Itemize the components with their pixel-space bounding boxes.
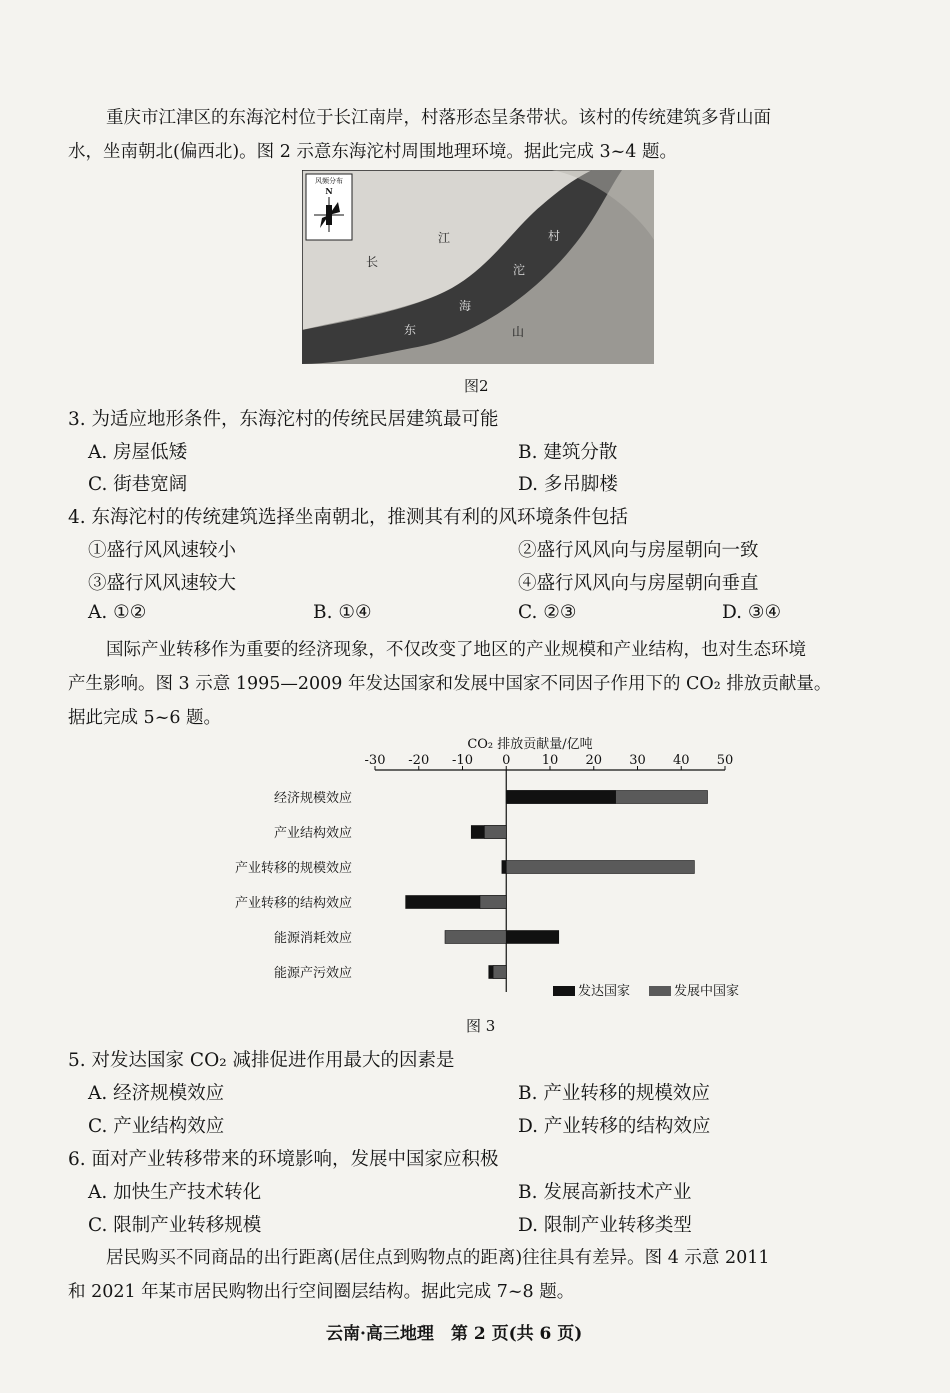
q4-option-b: B. ①④	[313, 602, 372, 623]
co2-bar-chart	[195, 730, 795, 1010]
x-tick-label-3: 0	[502, 753, 511, 768]
map-caption: 图2	[464, 377, 489, 395]
x-tick-label-0: -30	[364, 753, 386, 768]
x-tick-label-7: 40	[672, 753, 690, 768]
q5-option-c: C. 产业结构效应	[88, 1116, 225, 1137]
bar-developing-3	[480, 896, 506, 909]
q4-stem: 4. 东海沱村的传统建筑选择坐南朝北，推测其有利的风环境条件包括	[68, 507, 629, 528]
chart-caption: 图 3	[466, 1017, 496, 1035]
q4-option-c: C. ②③	[518, 602, 577, 623]
q6-option-b: B. 发展高新技术产业	[518, 1182, 692, 1203]
q6-option-d: D. 限制产业转移类型	[518, 1215, 692, 1236]
bar-developing-2	[506, 861, 694, 874]
q3-option-c: C. 街巷宽阔	[88, 474, 188, 495]
q4-statement-2: ②盛行风风向与房屋朝向一致	[518, 540, 759, 561]
intro3-line2: 和 2021 年某市居民购物出行空间圈层结构。据此完成 7~8 题。	[68, 1282, 575, 1302]
map-label-dong: 东	[404, 323, 417, 337]
intro2-line3: 据此完成 5~6 题。	[68, 708, 222, 728]
q3-stem: 3. 为适应地形条件，东海沱村的传统民居建筑最可能	[68, 409, 499, 430]
intro1-line2: 水，坐南朝北(偏西北)。图 2 示意东海沱村周围地理环境。据此完成 3~4 题。	[68, 142, 677, 162]
bar-developing-4	[445, 931, 506, 944]
x-tick-label-8: 50	[716, 753, 734, 768]
bar-developing-5	[493, 966, 506, 979]
q4-statement-4: ④盛行风风向与房屋朝向垂直	[518, 573, 759, 594]
map-figure	[302, 170, 654, 364]
map-label-chang: 长	[366, 255, 379, 269]
category-label-0: 经济规模效应	[273, 791, 352, 806]
intro1-line1: 重庆市江津区的东海沱村位于长江南岸，村落形态呈条带状。该村的传统建筑多背山面	[106, 108, 771, 128]
q4-statement-1: ①盛行风风速较小	[88, 540, 237, 561]
category-label-5: 能源产污效应	[273, 966, 352, 981]
x-tick-label-5: 20	[585, 753, 603, 768]
category-label-1: 产业结构效应	[273, 826, 352, 841]
category-label-2: 产业转移的规模效应	[234, 861, 352, 876]
map-label-shan: 山	[512, 325, 525, 339]
legend-label-developing: 发展中国家	[674, 984, 740, 999]
north-label: N	[325, 186, 333, 196]
page-footer: 云南·高三地理 第 2 页(共 6 页)	[326, 1324, 583, 1344]
category-label-3: 产业转移的结构效应	[234, 896, 352, 911]
x-tick-label-1: -20	[408, 753, 430, 768]
intro2-line2: 产生影响。图 3 示意 1995—2009 年发达国家和发展中国家不同因子作用下的 CO₂ 排放贡献量。	[68, 674, 832, 694]
legend-swatch-developed	[553, 986, 575, 996]
map-label-hai: 海	[459, 299, 472, 313]
legend-swatch-developing	[649, 986, 671, 996]
q5-stem: 5. 对发达国家 CO₂ 减排促进作用最大的因素是	[68, 1050, 455, 1071]
q5-option-d: D. 产业转移的结构效应	[518, 1116, 711, 1137]
bar-developed-0	[506, 791, 615, 804]
chart-title: CO₂ 排放贡献量/亿吨	[467, 737, 593, 752]
map-label-jiang: 江	[438, 231, 451, 245]
q6-option-c: C. 限制产业转移规模	[88, 1215, 262, 1236]
wind-rose-title: 风频分布	[315, 177, 343, 185]
map-label-cun: 村	[548, 229, 561, 243]
legend-label-developed: 发达国家	[578, 984, 631, 999]
q5-option-a: A. 经济规模效应	[88, 1083, 225, 1104]
x-tick-label-4: 10	[541, 753, 559, 768]
q3-option-b: B. 建筑分散	[518, 442, 618, 463]
intro3-line1: 居民购买不同商品的出行距离(居住点到购物点的距离)往往具有差异。图 4 示意 2011	[106, 1248, 770, 1268]
bar-developed-4	[506, 931, 559, 944]
x-tick-label-6: 30	[629, 753, 646, 768]
category-label-4: 能源消耗效应	[273, 931, 352, 946]
q3-option-a: A. 房屋低矮	[88, 442, 188, 463]
bar-developing-1	[484, 826, 506, 839]
q5-option-b: B. 产业转移的规模效应	[518, 1083, 710, 1104]
x-tick-label-2: -10	[452, 753, 473, 768]
q4-statement-3: ③盛行风风速较大	[88, 573, 237, 594]
map-label-tuo: 沱	[513, 263, 526, 277]
q3-option-d: D. 多吊脚楼	[518, 474, 618, 495]
intro2-line1: 国际产业转移作为重要的经济现象，不仅改变了地区的产业规模和产业结构，也对生态环境	[106, 640, 806, 660]
bar-developed-2	[502, 861, 506, 874]
q4-option-d: D. ③④	[722, 602, 782, 623]
q4-option-a: A. ①②	[88, 602, 147, 623]
q6-option-a: A. 加快生产技术转化	[88, 1182, 262, 1203]
q6-stem: 6. 面对产业转移带来的环境影响，发展中国家应积极	[68, 1149, 499, 1170]
